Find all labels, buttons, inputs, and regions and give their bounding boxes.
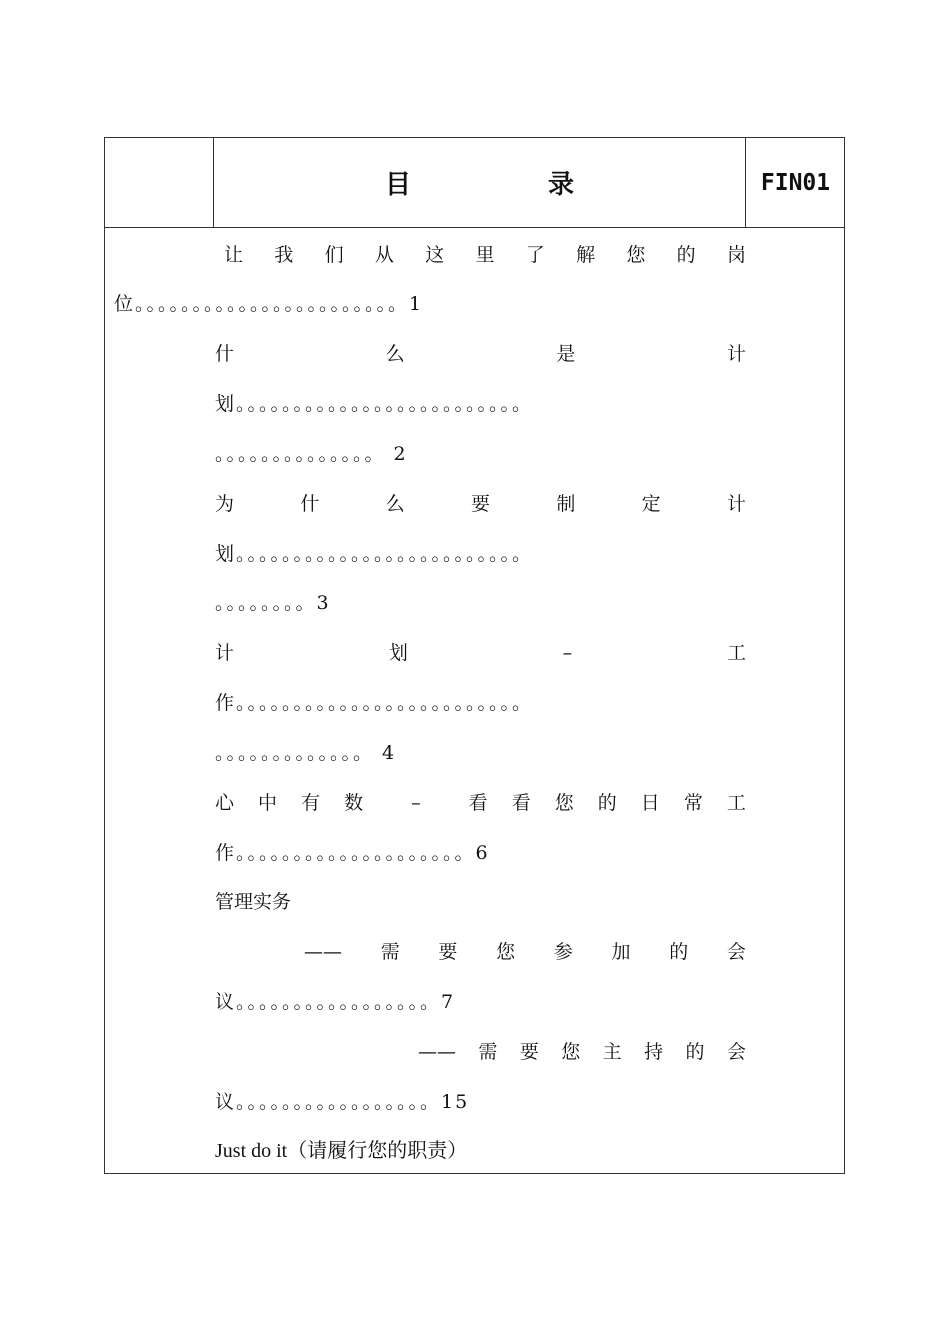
toc-char: 主	[602, 1041, 622, 1063]
toc-char: 么	[385, 493, 405, 515]
toc-char: 您	[554, 792, 574, 814]
toc-char: 定	[641, 493, 661, 515]
toc-item-4-line-2: 作。。。。。。。。。。。。。。。。。。。。。。。。。	[215, 692, 534, 714]
toc-char: 常	[683, 792, 703, 814]
toc-char: 们	[324, 244, 344, 266]
toc-char: 岗	[726, 244, 746, 266]
toc-char: 划	[388, 642, 408, 664]
toc-char: 要	[470, 493, 490, 515]
toc-char: 持	[644, 1041, 664, 1063]
toc-char: 要	[519, 1041, 539, 1063]
toc-char: –	[411, 792, 421, 814]
toc-char: 了	[525, 244, 545, 266]
toc-char: ——	[304, 941, 342, 963]
toc-char: 加	[611, 941, 631, 963]
toc-char: 会	[726, 1041, 746, 1063]
toc-item-3-line-1	[215, 491, 746, 517]
toc-item-1-line-2: 位。。。。。。。。。。。。。。。。。。。。。。。1	[114, 293, 424, 315]
toc-char: 看	[468, 792, 488, 814]
toc-char: 日	[640, 792, 660, 814]
toc-char: 要	[438, 941, 458, 963]
toc-char: 从	[374, 244, 394, 266]
toc-item-6-sub-1-line-2: 议。。。。。。。。。。。。。。。。。7	[215, 991, 456, 1013]
toc-item-2-line-3: 。。。。。。。。。。。。。。 2	[215, 443, 408, 465]
toc-char: 看	[511, 792, 531, 814]
toc-char: 需	[478, 1041, 498, 1063]
toc-item-6-sub-2-line-2: 议。。。。。。。。。。。。。。。。。15	[215, 1091, 470, 1113]
toc-char: 为	[215, 493, 235, 515]
toc-item-2-line-2: 划。。。。。。。。。。。。。。。。。。。。。。。。。	[215, 393, 534, 415]
toc-char: 有	[301, 792, 321, 814]
toc-char: 需	[380, 941, 400, 963]
toc-char: 的	[669, 941, 689, 963]
toc-char: 参	[553, 941, 573, 963]
toc-char: 解	[576, 244, 596, 266]
toc-char: 的	[676, 244, 696, 266]
toc-item-5-line-1	[215, 790, 746, 816]
toc-char: 您	[626, 244, 646, 266]
toc-char: 中	[258, 792, 278, 814]
toc-item-4-line-3: 。。。。。。。。。。。。。 4	[215, 742, 397, 764]
toc-item-3-line-3: 。。。。。。。。3	[215, 592, 331, 614]
toc-char: ——	[418, 1041, 456, 1063]
toc-char: 什	[215, 343, 235, 365]
toc-item-6-sub-2-line-1	[418, 1039, 746, 1065]
toc-item-3-line-2: 划。。。。。。。。。。。。。。。。。。。。。。。。。	[215, 543, 534, 565]
toc-char: 我	[274, 244, 294, 266]
toc-char: 这	[425, 244, 445, 266]
toc-char: 制	[556, 493, 576, 515]
toc-char: 工	[726, 792, 746, 814]
toc-item-6-sub-1-line-1	[304, 939, 746, 965]
toc-char: 您	[496, 941, 516, 963]
toc-char: 会	[726, 941, 746, 963]
toc-char: 的	[685, 1041, 705, 1063]
toc-char: 的	[597, 792, 617, 814]
toc-char: 计	[726, 343, 746, 365]
toc-char: 计	[726, 493, 746, 515]
toc-item-7: Just do it（请履行您的职责）	[215, 1140, 468, 1162]
toc-item-2-line-1	[215, 341, 746, 367]
toc-char: 工	[726, 642, 746, 664]
document-code: FIN01	[760, 169, 831, 196]
toc-char: 什	[300, 493, 320, 515]
toc-char: 心	[215, 792, 235, 814]
toc-char: 计	[215, 642, 235, 664]
toc-item-1-line-1	[224, 242, 746, 268]
toc-item-6-heading: 管理实务	[215, 891, 292, 913]
toc-char: 您	[561, 1041, 581, 1063]
toc-item-5-line-2: 作。。。。。。。。。。。。。。。。。。。。6	[215, 842, 490, 864]
toc-item-4-line-1	[215, 640, 746, 666]
toc-char: 里	[475, 244, 495, 266]
header-divider-bottom	[105, 227, 844, 228]
toc-char: 么	[385, 343, 405, 365]
toc-char: –	[562, 642, 573, 664]
toc-char: 是	[556, 343, 576, 365]
toc-char: 让	[224, 244, 244, 266]
toc-char: 数	[344, 792, 364, 814]
page-title: 目 录	[384, 170, 639, 200]
